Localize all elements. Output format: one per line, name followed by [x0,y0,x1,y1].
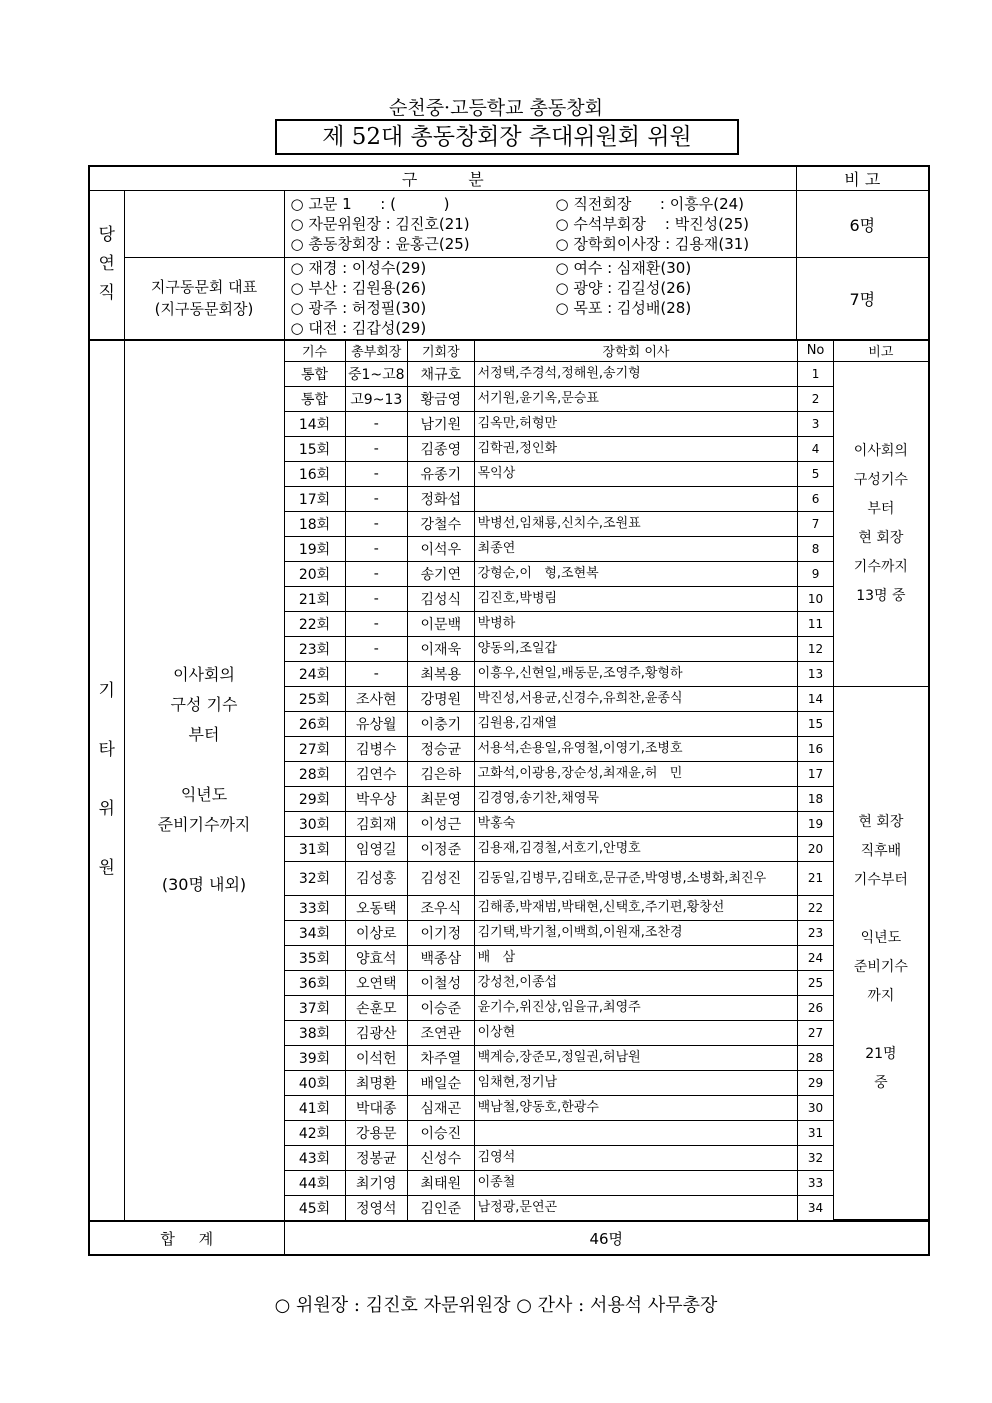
class-number-cell: 38회 [285,1020,346,1045]
scholarship-directors-cell: 목익상 [474,461,798,486]
class-number-cell: 33회 [285,895,346,920]
class-number-cell: 41회 [285,1095,346,1120]
row-number-cell: 19 [798,811,833,836]
vice-president-cell: 임영길 [345,836,408,861]
scholarship-directors-cell: 박진성,서용균,신경수,유희찬,윤종식 [474,686,798,711]
vice-president-cell: - [345,461,408,486]
vice-president-cell: 조사현 [345,686,408,711]
table-row [285,861,929,895]
col-scholarship-directors-header: 장학회 이사 [474,341,798,362]
scholarship-directors-cell: 박병하 [474,611,798,636]
row-number-cell: 6 [798,486,833,511]
class-number-cell: 35회 [285,945,346,970]
table-row [285,1095,929,1120]
vice-president-cell: 김회재 [345,811,408,836]
table-row [285,970,929,995]
row-number-cell: 15 [798,711,833,736]
table-header-row [89,166,929,191]
table-row [285,1045,929,1070]
table-row [285,386,929,411]
vice-president-cell: 이상로 [345,920,408,945]
row-number-cell: 10 [798,586,833,611]
row-number-cell: 25 [798,970,833,995]
class-number-cell: 17회 [285,486,346,511]
class-directors-table [285,341,929,1221]
row-number-cell: 4 [798,436,833,461]
class-president-cell: 이철성 [408,970,475,995]
row-number-cell: 26 [798,995,833,1020]
row-number-cell: 5 [798,461,833,486]
table-row [285,1195,929,1220]
scholarship-directors-cell: 양동의,조일갑 [474,636,798,661]
scholarship-directors-cell: 김원용,김재열 [474,711,798,736]
vice-president-cell: 손훈모 [345,995,408,1020]
vice-president-cell: 고9~13 [345,386,408,411]
committee-table [88,165,930,1256]
row-number-cell: 8 [798,536,833,561]
class-president-cell: 신성수 [408,1145,475,1170]
scholarship-directors-cell: 박병선,임채룡,신치수,조원표 [474,511,798,536]
table-row [285,811,929,836]
vice-president-cell: - [345,511,408,536]
class-number-cell: 32회 [285,861,346,895]
row-number-cell: 32 [798,1145,833,1170]
scholarship-directors-cell: 김용재,김경철,서호기,안명호 [474,836,798,861]
table-row [285,511,929,536]
scholarship-directors-cell: 이상현 [474,1020,798,1045]
class-number-cell: 40회 [285,1070,346,1095]
class-president-cell: 조연관 [408,1020,475,1045]
vice-president-cell: - [345,661,408,686]
class-president-cell: 배일순 [408,1070,475,1095]
class-directors-cell [284,340,929,1222]
vice-president-cell: 양효석 [345,945,408,970]
remark-group-integrated: 이사회의 구성기수 부터 현 회장 기수까지 13명 중 [833,361,928,686]
table-row [285,411,929,436]
row-number-cell: 20 [798,836,833,861]
class-number-cell: 통합 [285,361,346,386]
table-row [285,836,929,861]
scholarship-directors-cell: 김학권,정인화 [474,436,798,461]
scholarship-directors-cell: 윤기수,위진상,임을규,최영주 [474,995,798,1020]
table-row [285,661,929,686]
scholarship-directors-cell: 임채현,정기남 [474,1070,798,1095]
vice-president-cell: 이석헌 [345,1045,408,1070]
table-row [285,436,929,461]
district-reps-label: 지구동문회 대표 (지구동문회장) [124,258,284,340]
organization-subtitle: 순천중·고등학교 총동창회 [389,97,603,119]
row-number-cell: 31 [798,1120,833,1145]
scholarship-directors-cell: 김옥만,허형만 [474,411,798,436]
total-value: 46명 [284,1221,929,1255]
class-president-cell: 남기원 [408,411,475,436]
col-remark-header: 비고 [833,341,928,362]
table-row [285,636,929,661]
district-reps-row [89,258,929,340]
scholarship-directors-cell: 배 삼 [474,945,798,970]
class-president-cell: 유종기 [408,461,475,486]
table-row [285,586,929,611]
row-number-cell: 7 [798,511,833,536]
vice-president-cell: 정영석 [345,1195,408,1220]
vice-president-cell: 중1~고8 [345,361,408,386]
table-row [285,920,929,945]
scholarship-directors-cell: 서기원,윤기옥,문승표 [474,386,798,411]
ex-officio-label: 당 연 직 [89,191,124,340]
vice-president-cell: 오동택 [345,895,408,920]
vice-president-cell: - [345,586,408,611]
table-row [285,561,929,586]
class-number-cell: 20회 [285,561,346,586]
class-president-cell: 송기연 [408,561,475,586]
class-number-cell: 43회 [285,1145,346,1170]
scholarship-directors-cell [474,1120,798,1145]
table-row [285,1170,929,1195]
vice-president-cell: 최명환 [345,1070,408,1095]
scholarship-directors-cell: 이흥우,신현일,배동문,조영주,황형하 [474,661,798,686]
class-president-cell: 최복용 [408,661,475,686]
class-number-cell: 19회 [285,536,346,561]
class-number-cell: 16회 [285,461,346,486]
class-number-cell: 36회 [285,970,346,995]
class-president-cell: 김인준 [408,1195,475,1220]
table-row [285,1020,929,1045]
other-members-row [89,340,929,1222]
class-number-cell: 15회 [285,436,346,461]
class-number-cell: 14회 [285,411,346,436]
total-label: 합 계 [89,1221,284,1255]
scholarship-directors-cell: 강형순,이 형,조현복 [474,561,798,586]
directors-header-row [285,341,929,362]
class-president-cell: 이재욱 [408,636,475,661]
row-number-cell: 27 [798,1020,833,1045]
class-number-cell: 30회 [285,811,346,836]
table-row [285,995,929,1020]
class-president-cell: 이승진 [408,1120,475,1145]
class-number-cell: 23회 [285,636,346,661]
class-number-cell: 18회 [285,511,346,536]
class-president-cell: 이기정 [408,920,475,945]
row-number-cell: 22 [798,895,833,920]
class-number-cell: 29회 [285,786,346,811]
remark-group-recent: 현 회장 직후배 기수부터 익년도 준비기수 까지 21명 중 [833,686,928,1220]
other-members-label: 기 타 위 원 [89,340,124,1222]
col-class-president-header: 기회장 [408,341,475,362]
class-president-cell: 강명원 [408,686,475,711]
row-number-cell: 18 [798,786,833,811]
table-row [285,761,929,786]
row-number-cell: 3 [798,411,833,436]
table-row [285,461,929,486]
class-president-cell: 이석우 [408,536,475,561]
scholarship-directors-cell: 백남철,양동호,한광수 [474,1095,798,1120]
row-number-cell: 9 [798,561,833,586]
class-president-cell: 채규호 [408,361,475,386]
remark-header: 비 고 [796,166,929,191]
class-number-cell: 24회 [285,661,346,686]
vice-president-cell: - [345,411,408,436]
class-president-cell: 최태원 [408,1170,475,1195]
table-row [285,895,929,920]
class-president-cell: 이승준 [408,995,475,1020]
table-row [285,711,929,736]
class-number-cell: 37회 [285,995,346,1020]
table-row [285,536,929,561]
class-number-cell: 44회 [285,1170,346,1195]
table-row [285,686,929,711]
scholarship-directors-cell: 백계승,장준모,정일권,허남원 [474,1045,798,1070]
officers-empty-cell [124,191,284,258]
class-president-cell: 김종영 [408,436,475,461]
scholarship-directors-cell: 이종철 [474,1170,798,1195]
scholarship-directors-cell: 서용석,손용일,유영철,이영기,조병호 [474,736,798,761]
class-president-cell: 황금영 [408,386,475,411]
vice-president-cell: 김연수 [345,761,408,786]
class-president-cell: 정승균 [408,736,475,761]
class-president-cell: 김성진 [408,861,475,895]
class-number-cell: 42회 [285,1120,346,1145]
class-president-cell: 심재곤 [408,1095,475,1120]
vice-president-cell: - [345,436,408,461]
vice-president-cell: - [345,636,408,661]
class-president-cell: 최문영 [408,786,475,811]
scholarship-directors-cell: 김동일,김병무,김태호,문규준,박영병,소병화,최진우 [474,861,798,895]
scholarship-directors-cell: 김해종,박재범,박태현,신택호,주기편,황창선 [474,895,798,920]
class-president-cell: 조우식 [408,895,475,920]
row-number-cell: 24 [798,945,833,970]
row-number-cell: 34 [798,1195,833,1220]
table-row [285,361,929,386]
row-number-cell: 28 [798,1045,833,1070]
class-president-cell: 이충기 [408,711,475,736]
scholarship-directors-cell: 서정택,주경석,정해원,송기형 [474,361,798,386]
row-number-cell: 11 [798,611,833,636]
vice-president-cell: 김광산 [345,1020,408,1045]
table-row [285,786,929,811]
class-president-cell: 김성식 [408,586,475,611]
table-row [285,1120,929,1145]
row-number-cell: 21 [798,861,833,895]
class-number-cell: 21회 [285,586,346,611]
row-number-cell: 14 [798,686,833,711]
class-president-cell: 차주열 [408,1045,475,1070]
vice-president-cell: - [345,611,408,636]
vice-president-cell: 김병수 [345,736,408,761]
vice-president-cell: 김성홍 [345,861,408,895]
class-number-cell: 26회 [285,711,346,736]
class-number-cell: 27회 [285,736,346,761]
vice-president-cell: 박대종 [345,1095,408,1120]
scholarship-directors-cell: 최종연 [474,536,798,561]
vice-president-cell: 정봉균 [345,1145,408,1170]
class-president-cell: 이성근 [408,811,475,836]
class-number-cell: 39회 [285,1045,346,1070]
class-president-cell: 백종삼 [408,945,475,970]
row-number-cell: 1 [798,361,833,386]
scholarship-directors-cell: 남정광,문연곤 [474,1195,798,1220]
row-number-cell: 12 [798,636,833,661]
table-row [285,611,929,636]
table-row [285,486,929,511]
row-number-cell: 2 [798,386,833,411]
row-number-cell: 29 [798,1070,833,1095]
row-number-cell: 23 [798,920,833,945]
vice-president-cell: 유상월 [345,711,408,736]
row-number-cell: 17 [798,761,833,786]
class-president-cell: 이문백 [408,611,475,636]
vice-president-cell: 박우상 [345,786,408,811]
table-row [285,736,929,761]
district-reps-count: 7명 [796,258,929,340]
col-no-header: No [798,341,833,362]
class-number-cell: 25회 [285,686,346,711]
col-class-header: 기수 [285,341,346,362]
vice-president-cell: - [345,561,408,586]
vice-president-cell: 강용문 [345,1120,408,1145]
row-number-cell: 33 [798,1170,833,1195]
committee-footer: ○ 위원장 : 김진호 자문위원장 ○ 간사 : 서용석 사무총장 [274,1295,718,1316]
row-number-cell: 30 [798,1095,833,1120]
class-number-cell: 34회 [285,920,346,945]
officers-count: 6명 [796,191,929,258]
scholarship-directors-cell [474,486,798,511]
table-row [285,945,929,970]
class-number-cell: 31회 [285,836,346,861]
district-reps-list: ○ 재경 : 이성수(29) ○ 여수 : 심재환(30) ○ 부산 : 김원용(26) ○ 광양 : 김길성(26) ○ 광주 : 허정필(30) ○ 목포 : 김성배(28) ○ 대전 : 김갑성(29) [284,258,796,340]
scholarship-directors-cell: 김영석 [474,1145,798,1170]
document-title: 제 52대 총동창회장 추대위원회 위원 [275,119,739,155]
scholarship-directors-cell: 고화석,이광용,장순성,최재윤,허 민 [474,761,798,786]
ex-officio-officers-row [89,191,929,258]
row-number-cell: 13 [798,661,833,686]
scholarship-directors-cell: 강성천,이종섭 [474,970,798,995]
class-president-cell: 강철수 [408,511,475,536]
col-vice-president-header: 총부회장 [345,341,408,362]
scholarship-directors-cell: 김경영,송기찬,채영묵 [474,786,798,811]
class-president-cell: 정화섭 [408,486,475,511]
vice-president-cell: - [345,486,408,511]
class-number-cell: 45회 [285,1195,346,1220]
vice-president-cell: 오연택 [345,970,408,995]
scholarship-directors-cell: 박홍숙 [474,811,798,836]
class-number-cell: 28회 [285,761,346,786]
class-president-cell: 이정준 [408,836,475,861]
scholarship-directors-cell: 김기택,박기철,이백희,이원재,조찬경 [474,920,798,945]
other-members-scope-note: 이사회의 구성 기수 부터 익년도 준비기수까지 (30명 내외) [124,340,284,1222]
class-number-cell: 22회 [285,611,346,636]
row-number-cell: 16 [798,736,833,761]
division-header: 구 분 [89,166,796,191]
total-row [89,1221,929,1255]
table-row [285,1145,929,1170]
scholarship-directors-cell: 김진호,박병림 [474,586,798,611]
table-row [285,1070,929,1095]
class-number-cell: 통합 [285,386,346,411]
class-president-cell: 김은하 [408,761,475,786]
officers-list: ○ 고문 1 : ( ) ○ 직전회장 : 이흥우(24) ○ 자문위원장 : 김진호(21) ○ 수석부회장 : 박진성(25) ○ 총동창회장 : 윤홍근(25) ○ 장학회이사장 : 김용재(31) [284,191,796,258]
vice-president-cell: 최기영 [345,1170,408,1195]
vice-president-cell: - [345,536,408,561]
